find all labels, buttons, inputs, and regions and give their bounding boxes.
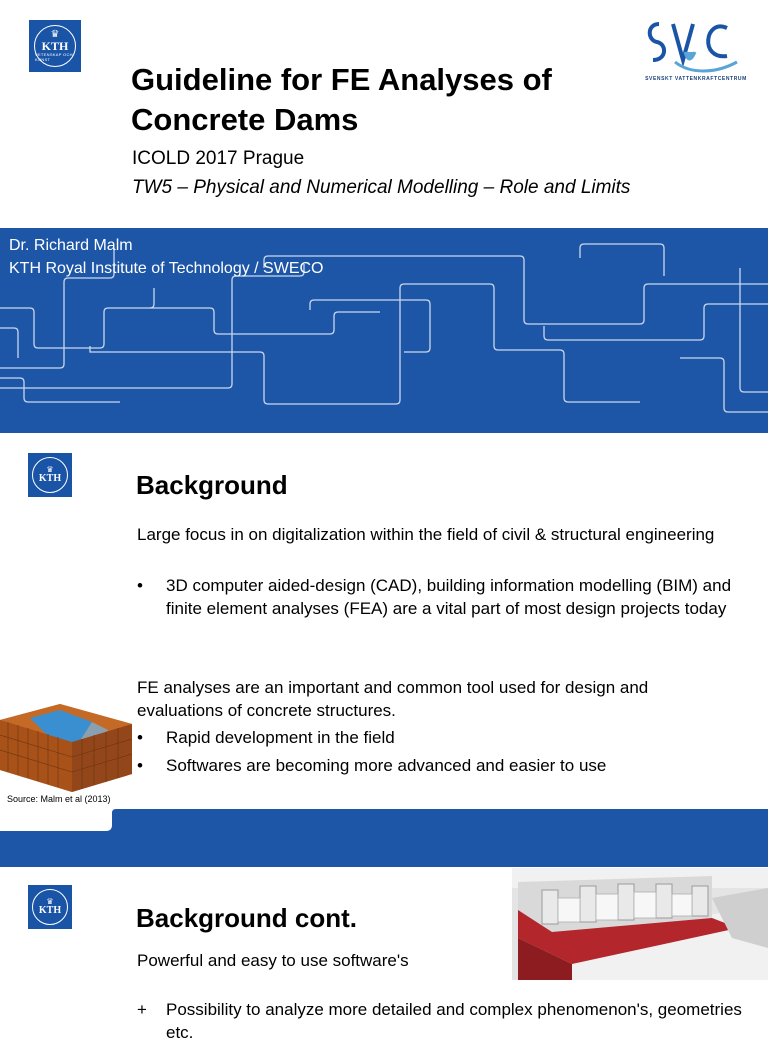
slide-title: Guideline for FE Analyses of Concrete Dams bbox=[131, 62, 552, 137]
kth-logo-small bbox=[28, 453, 72, 497]
bullet-mark: • bbox=[137, 756, 143, 775]
conference-name: ICOLD 2017 Prague bbox=[132, 148, 305, 169]
bullet-text: 3D computer aided-design (CAD), building information modelling (BIM) and finite element analyses (FEA) are a vital part of most design projects today bbox=[166, 576, 732, 618]
author-block bbox=[9, 234, 324, 280]
kth-logo-small bbox=[28, 885, 72, 929]
kth-logo bbox=[29, 20, 81, 72]
bullet-item bbox=[137, 726, 737, 750]
section-heading: Background cont. bbox=[136, 903, 358, 933]
bullet-text: Softwares are becoming more advanced and easier to use bbox=[166, 756, 607, 775]
intro-paragraph: Large focus in on digitalization within the field of civil & structural engineering bbox=[137, 525, 715, 544]
kth-logo-text: KTH bbox=[41, 39, 69, 53]
workshop-title: TW5 – Physical and Numerical Modelling – Role and Limits bbox=[132, 177, 631, 198]
slide-bottom-bar bbox=[0, 805, 768, 867]
crown-icon: ♛ bbox=[46, 897, 54, 906]
section-heading: Background bbox=[136, 470, 288, 500]
fe-mesh-model-image bbox=[0, 700, 132, 792]
bottom-bar-shape bbox=[0, 805, 768, 867]
bullet-mark: + bbox=[137, 1000, 147, 1019]
crown-icon: ♛ bbox=[50, 29, 60, 40]
svc-logo-graphic bbox=[645, 22, 747, 74]
svc-logo bbox=[645, 22, 747, 90]
bullet-text: Rapid development in the field bbox=[166, 728, 395, 747]
bullet-item bbox=[137, 998, 757, 1044]
crown-icon: ♛ bbox=[46, 465, 54, 474]
kth-logo-text: KTH bbox=[38, 473, 62, 484]
author-name: Dr. Richard Malm bbox=[9, 237, 133, 254]
dam-3d-model-image bbox=[512, 868, 768, 980]
author-affiliation: KTH Royal Institute of Technology / SWECO bbox=[9, 260, 324, 277]
image-source-caption: Source: Malm et al (2013) bbox=[7, 794, 111, 804]
paragraph: FE analyses are an important and common tool used for design and evaluations of concrete structures. bbox=[137, 678, 649, 720]
svc-logo-subtext: SVENSKT VATTENKRAFTCENTRUM bbox=[645, 76, 747, 82]
bullet-mark: • bbox=[137, 576, 143, 595]
kth-logo-text: KTH bbox=[38, 905, 62, 916]
bullet-mark: • bbox=[137, 728, 143, 747]
bullet-item bbox=[137, 754, 737, 778]
bullet-item bbox=[137, 574, 737, 644]
bullet-text: Possibility to analyze more detailed and complex phenomenon's, geometries etc. bbox=[166, 1000, 742, 1042]
intro-paragraph: Powerful and easy to use software's bbox=[137, 951, 409, 970]
kth-logo-subtext: VETENSKAP OCH KONST bbox=[35, 52, 73, 62]
